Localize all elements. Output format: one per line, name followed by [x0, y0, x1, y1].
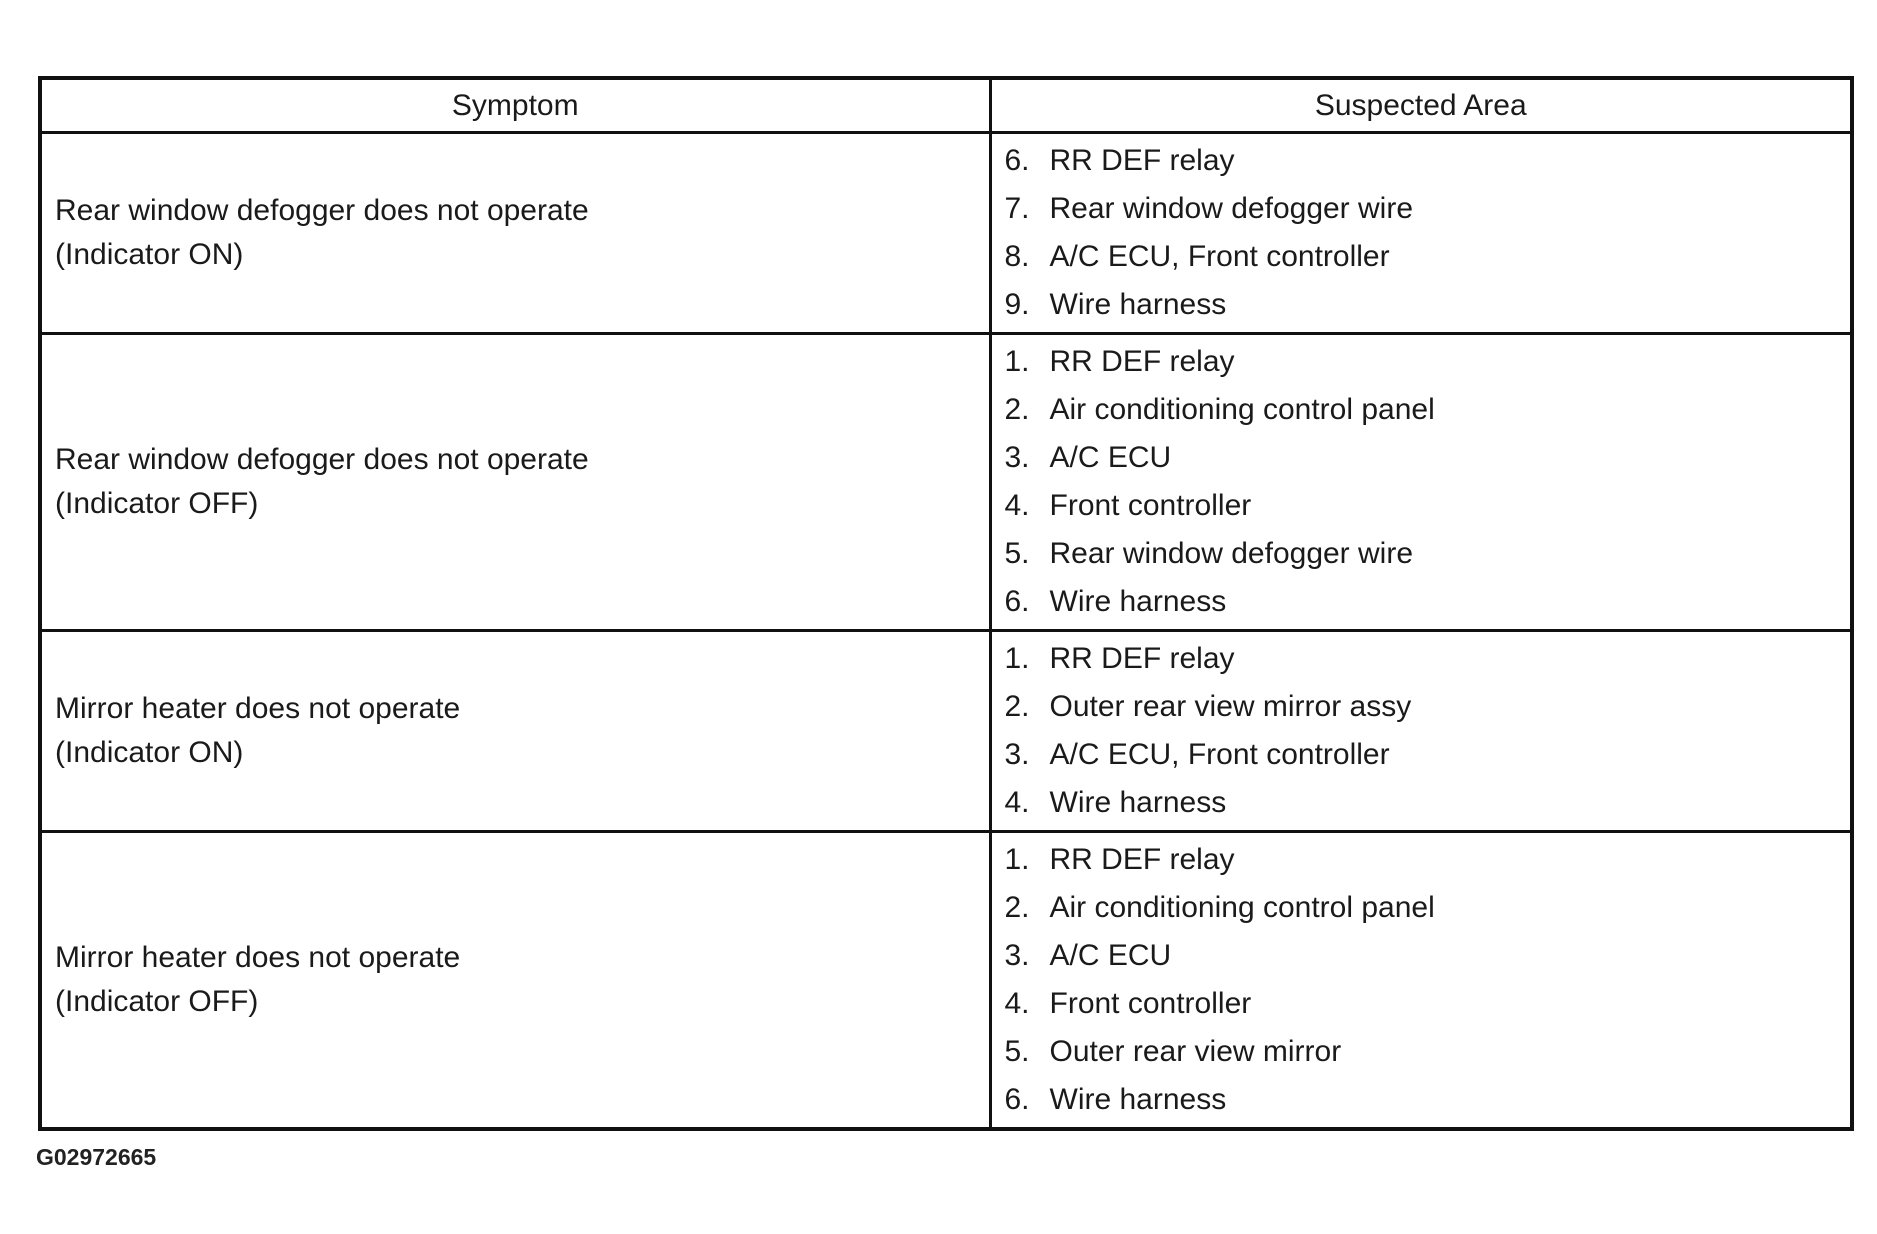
- suspected-area-cell: [990, 334, 1852, 631]
- table-header-row: [40, 78, 1852, 133]
- symptom-table: [38, 76, 1854, 1131]
- figure-code: G02972665: [36, 1144, 157, 1170]
- list-item: [1005, 185, 1851, 233]
- item-number: 6.: [1004, 585, 1030, 618]
- list-item: [1005, 386, 1851, 434]
- item-text: Wire harness: [1049, 288, 1227, 321]
- item-number: 3.: [1004, 441, 1030, 474]
- item-text: RR DEF relay: [1049, 843, 1235, 876]
- indicator-state: (Indicator ON): [55, 736, 244, 769]
- header-suspected-area: Suspected Area: [990, 78, 1852, 133]
- table-row: [40, 133, 1852, 334]
- item-number: 2.: [1004, 393, 1030, 426]
- list-item: [1005, 884, 1851, 932]
- suspected-area-list: [1005, 335, 1851, 629]
- symptom-text: Mirror heater does not operate: [55, 692, 461, 725]
- indicator-state: (Indicator OFF): [55, 985, 259, 1018]
- item-text: Rear window defogger wire: [1049, 192, 1414, 225]
- list-item: [1005, 281, 1851, 329]
- list-item: [1005, 683, 1851, 731]
- item-text: Rear window defogger wire: [1049, 537, 1414, 570]
- suspected-area-list: [1005, 833, 1851, 1127]
- indicator-state: (Indicator ON): [55, 238, 244, 271]
- item-number: 4.: [1004, 786, 1030, 819]
- list-item: [1005, 980, 1851, 1028]
- list-item: [1005, 578, 1851, 626]
- symptom-text: Rear window defogger does not operate: [55, 443, 589, 476]
- table-row: [40, 832, 1852, 1130]
- list-item: [1005, 1076, 1851, 1124]
- item-number: 1.: [1004, 843, 1030, 876]
- item-text: Front controller: [1049, 489, 1252, 522]
- header-symptom: Symptom: [40, 78, 990, 133]
- item-number: 5.: [1004, 1035, 1030, 1068]
- item-text: Wire harness: [1049, 786, 1227, 819]
- suspected-area-cell: [990, 832, 1852, 1130]
- list-item: [1005, 836, 1851, 884]
- item-number: 7.: [1004, 192, 1030, 225]
- suspected-area-cell: [990, 133, 1852, 334]
- item-text: Wire harness: [1049, 1083, 1227, 1116]
- suspected-area-list: [1005, 134, 1851, 332]
- symptom-cell: [40, 133, 990, 334]
- item-number: 5.: [1004, 537, 1030, 570]
- symptom-cell: [40, 631, 990, 832]
- item-number: 6.: [1004, 1083, 1030, 1116]
- item-text: A/C ECU: [1049, 939, 1172, 972]
- item-number: 6.: [1004, 144, 1030, 177]
- item-text: A/C ECU, Front controller: [1049, 240, 1390, 273]
- suspected-area-cell: [990, 631, 1852, 832]
- list-item: [1005, 731, 1851, 779]
- item-text: A/C ECU: [1049, 441, 1172, 474]
- item-text: Outer rear view mirror: [1049, 1035, 1342, 1068]
- item-text: RR DEF relay: [1049, 345, 1235, 378]
- item-number: 1.: [1004, 345, 1030, 378]
- list-item: [1005, 1028, 1851, 1076]
- list-item: [1005, 434, 1851, 482]
- item-number: 3.: [1004, 738, 1030, 771]
- list-item: [1005, 779, 1851, 827]
- list-item: [1005, 635, 1851, 683]
- list-item: [1005, 338, 1851, 386]
- symptom-cell: [40, 334, 990, 631]
- list-item: [1005, 932, 1851, 980]
- list-item: [1005, 233, 1851, 281]
- item-number: 2.: [1004, 690, 1030, 723]
- item-text: A/C ECU, Front controller: [1049, 738, 1390, 771]
- table-row: [40, 631, 1852, 832]
- item-text: Front controller: [1049, 987, 1252, 1020]
- suspected-area-list: [1005, 632, 1851, 830]
- item-text: RR DEF relay: [1049, 642, 1235, 675]
- indicator-state: (Indicator OFF): [55, 487, 259, 520]
- list-item: [1005, 530, 1851, 578]
- item-number: 9.: [1004, 288, 1030, 321]
- list-item: [1005, 482, 1851, 530]
- item-text: Air conditioning control panel: [1049, 891, 1435, 924]
- item-number: 4.: [1004, 489, 1030, 522]
- item-number: 4.: [1004, 987, 1030, 1020]
- item-text: RR DEF relay: [1049, 144, 1235, 177]
- item-number: 8.: [1004, 240, 1030, 273]
- item-text: Wire harness: [1049, 585, 1227, 618]
- symptom-text: Mirror heater does not operate: [55, 941, 461, 974]
- symptom-text: Rear window defogger does not operate: [55, 194, 589, 227]
- item-number: 2.: [1004, 891, 1030, 924]
- symptom-cell: [40, 832, 990, 1130]
- item-text: Outer rear view mirror assy: [1049, 690, 1412, 723]
- table-row: [40, 334, 1852, 631]
- item-number: 3.: [1004, 939, 1030, 972]
- item-number: 1.: [1004, 642, 1030, 675]
- list-item: [1005, 137, 1851, 185]
- item-text: Air conditioning control panel: [1049, 393, 1435, 426]
